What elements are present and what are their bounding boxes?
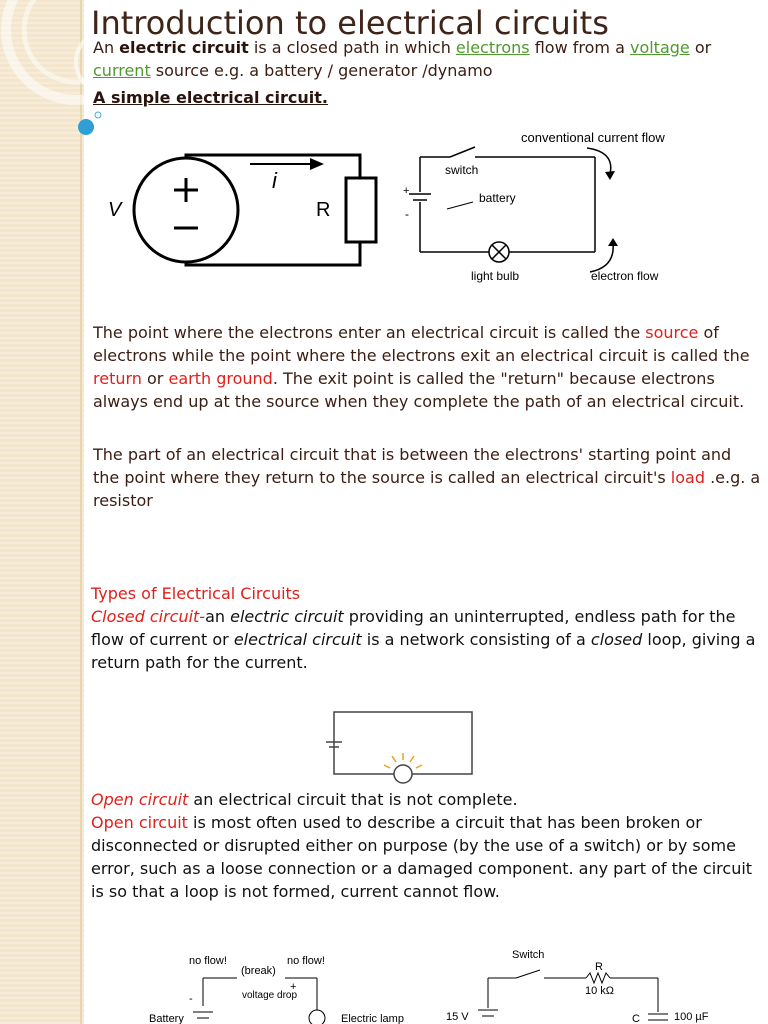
- closed-text-1: an: [205, 607, 231, 626]
- voltage-label: V: [108, 199, 122, 221]
- intro-term: electric circuit: [119, 38, 249, 57]
- closed-text-4: loop, giving a return path for the current.: [91, 630, 756, 672]
- closed-text-3: is a network consisting of a: [361, 630, 591, 649]
- intro-suffix: source e.g. a battery / generator /dynamo: [150, 61, 493, 80]
- types-heading: Types of Electrical Circuits: [91, 584, 301, 603]
- current-link[interactable]: current: [93, 61, 151, 80]
- intro-mid2: flow from a: [529, 38, 630, 57]
- closed-italic-3: closed: [590, 630, 643, 649]
- term-open-circuit-2: Open circuit: [91, 813, 188, 832]
- term-open-circuit-1: Open circuit: [91, 790, 189, 809]
- para1-text-d: . The exit point is called the "return" because electrons always end up at the source when they complete the path of an electrical circuit.: [93, 369, 745, 411]
- minus-sign: -: [405, 207, 409, 221]
- battery-label: Battery: [149, 1013, 184, 1024]
- intro-prefix: An: [93, 38, 120, 57]
- no-flow-right-label: no flow!: [287, 955, 325, 967]
- closed-circuit-diagram: [318, 702, 483, 784]
- circuit-types-section: [91, 582, 761, 674]
- para1-text-a: The point where the electrons enter an electrical circuit is called the: [93, 323, 646, 342]
- rc-switch-diagram: [440, 944, 720, 1024]
- electrons-link[interactable]: electrons: [455, 38, 530, 57]
- no-flow-left-label: no flow!: [189, 955, 227, 967]
- open-circuit-section: [91, 788, 761, 903]
- term-load: load: [670, 468, 705, 487]
- open-text-2: is most often used to describe a circuit that has been broken or disconnected or disrupted either on purpose (by the use of a switch) or by some error, such as a loose connection or a damaged component. any part of the circuit is so that a loop is not formed, current cannot flow.: [91, 813, 753, 901]
- term-closed-circuit: Closed circuit-: [91, 607, 206, 626]
- intro-mid1: is a closed path in which: [248, 38, 456, 57]
- para2-text-b: .e.g. a resistor: [93, 468, 761, 510]
- closed-italic-2: electrical circuit: [233, 630, 362, 649]
- closed-text-2: providing an uninterrupted, endless path for the flow of current or: [91, 607, 736, 649]
- para1-text-c: or: [141, 369, 169, 388]
- load-paragraph: [93, 443, 761, 512]
- switch-label: Switch: [512, 949, 545, 961]
- electron-flow-label: electron flow: [591, 269, 659, 283]
- closed-circuit-definition: [91, 605, 761, 674]
- current-flow-diagram: [395, 122, 725, 290]
- open-text-1: an electrical circuit that is not complete.: [188, 790, 518, 809]
- para2-text-a: The part of an electrical circuit that is between the electrons' starting point and the point where they return to the source is called an electrical circuit's: [93, 445, 732, 487]
- capacitor-label: C: [632, 1013, 640, 1024]
- electric-lamp-label: Electric lamp: [341, 1013, 404, 1024]
- break-label: (break): [241, 965, 276, 977]
- capacitor-value: 100 µF: [674, 1011, 709, 1023]
- para1-text-b: of electrons while the point where the electrons exit an electrical circuit is called the: [93, 323, 750, 365]
- section-heading: A simple electrical circuit.: [93, 88, 328, 107]
- minus-sign: -: [189, 993, 193, 1005]
- intro-or: or: [689, 38, 712, 57]
- closed-italic-1: electric circuit: [230, 607, 344, 626]
- open-circuit-line-2: [91, 811, 761, 903]
- battery-label: battery: [479, 191, 516, 205]
- plus-sign: +: [403, 185, 410, 197]
- intro-text: [93, 36, 753, 82]
- lamp-icon: [309, 1010, 325, 1024]
- switch-label: switch: [445, 163, 479, 177]
- page-title: Introduction to electrical circuits: [91, 4, 609, 42]
- term-source: source: [645, 323, 699, 342]
- simple-circuit-diagram: [100, 140, 400, 280]
- conventional-flow-label: conventional current flow: [521, 130, 665, 145]
- resistor-value: 10 kΩ: [585, 985, 615, 997]
- term-return: return: [93, 369, 142, 388]
- source-return-paragraph: [93, 321, 761, 413]
- bulb-icon: [394, 765, 412, 783]
- voltage-drop-label: voltage drop: [242, 990, 298, 1001]
- open-circuit-line-1: [91, 788, 761, 811]
- light-bulb-label: light bulb: [471, 269, 520, 283]
- resistor-label: R: [595, 961, 603, 973]
- current-label: i: [272, 168, 277, 193]
- resistor-label: R: [316, 199, 331, 221]
- voltage-value: 15 V: [446, 1011, 469, 1023]
- plus-sign: +: [290, 981, 297, 993]
- voltage-link[interactable]: voltage: [629, 38, 690, 57]
- term-earth-ground: earth ground: [168, 369, 273, 388]
- open-circuit-diagram: [145, 948, 415, 1024]
